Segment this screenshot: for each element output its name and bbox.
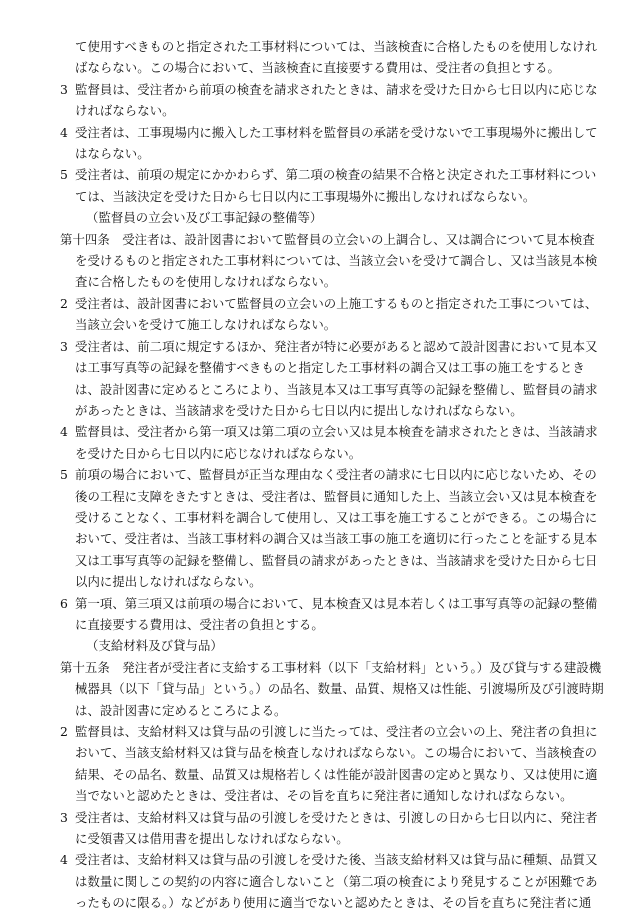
paragraph-text: 受注者は、設計図書において監督員の立会いの上施工するものと指定された工事については、当該立会いを受けて施工しなければならない。 xyxy=(75,295,598,333)
numbered-paragraph xyxy=(60,421,606,464)
paragraph-text: 監督員は、受注者から前項の検査を請求されたときは、請求を受けた日から七日以内に応じなければならない。 xyxy=(75,81,598,119)
paragraph-number: 5 xyxy=(60,467,68,483)
paragraph-number: 3 xyxy=(60,338,68,354)
paragraph-text: 受注者は、支給材料又は貸与品の引渡しを受けたときは、引渡しの日から七日以内に、発注者に受領書又は借用書を提出しなければならない。 xyxy=(75,809,598,847)
numbered-paragraph xyxy=(60,721,606,807)
document-body xyxy=(60,36,606,914)
article-text: 発注者が受注者に支給する工事材料（以下「支給材料」という。）及び貸与する建設機械器具（以下「貸与品」という。）の品名、数量、品質、規格又は性能、引渡場所及び引渡時期は、設計図書に定めるところによる。 xyxy=(75,659,604,718)
article-text: 受注者は、設計図書において監督員の立会いの上調合し、又は調合について見本検査を受けるものと指定された工事材料については、当該立会いを受けて調合し、又は当該見本検査に合格したものを使用しなければならない。 xyxy=(75,231,598,290)
numbered-paragraph xyxy=(60,122,606,165)
article-number: 第十四条 xyxy=(60,231,110,247)
numbered-paragraph xyxy=(60,807,606,850)
paragraph-text: 受注者は、支給材料又は貸与品の引渡しを受けた後、当該支給材料又は貸与品に種類、品質又は数量に関しこの契約の内容に適合しないこと（第二項の検査により発見することが困難であったものに限る。）などがあり使用に適当でないと認めたときは、その旨を直ちに発注者に通 xyxy=(75,852,598,911)
paragraph-text: 受注者は、工事現場内に搬入した工事材料を監督員の承諾を受けないで工事現場外に搬出してはならない。 xyxy=(75,124,598,162)
paragraph-number: 4 xyxy=(60,424,68,440)
article-number: 第十五条 xyxy=(60,659,110,675)
numbered-paragraph xyxy=(60,79,606,122)
numbered-paragraph xyxy=(60,293,606,336)
paragraph-text: 監督員は、支給材料又は貸与品の引渡しに当たっては、受注者の立会いの上、発注者の負担において、当該支給材料又は貸与品を検査しなければならない。この場合において、当該検査の結果、その品名、数量、品質又は規格若しくは性能が設計図書の定めと異なり、又は使用に適当でないと認めたときは、受注者は、その旨を直ちに発注者に通知しなければならない。 xyxy=(75,724,598,804)
numbered-paragraph xyxy=(60,164,606,207)
paragraph-number: 4 xyxy=(60,124,68,140)
paragraph-number: 3 xyxy=(60,809,68,825)
paragraph-number: 2 xyxy=(60,295,68,311)
paragraph-text: 受注者は、前項の規定にかかわらず、第二項の検査の結果不合格と決定された工事材料については、当該決定を受けた日から七日以内に工事現場外に搬出しなければならない。 xyxy=(75,167,597,204)
article-caption: （監督員の立会い及び工事記録の整備等） xyxy=(86,210,323,226)
paragraph-text: 前項の場合において、監督員が正当な理由なく受注者の請求に七日以内に応じないため、その後の工程に支障をきたすときは、受注者は、監督員に通知した上、当該立会い又は見本検査を受けることなく、工事材料を調合して使用し、又は工事を施工することができる。この場合において、受注者は、当該工事材料の調合又は当該工事の施工を適切に行ったことを証する見本又は工事写真等の記録を整備し、監督員の請求があったときは、当該請求を受けた日から七日以内に提出しなければならない。 xyxy=(75,467,598,590)
numbered-paragraph xyxy=(60,593,606,636)
article-paragraph xyxy=(60,657,606,721)
article-caption: （支給材料及び貸与品） xyxy=(86,638,223,654)
numbered-paragraph xyxy=(60,336,606,422)
paragraph-text: 第一項、第三項又は前項の場合において、見本検査又は見本若しくは工事写真等の記録の整備に直接要する費用は、受注者の負担とする。 xyxy=(75,595,598,632)
paragraph-number: 4 xyxy=(60,852,68,868)
paragraph-number: 6 xyxy=(60,595,68,611)
continued-paragraph: て使用すべきものと指定された工事材料については、当該検査に合格したものを使用しなければならない。この場合において、当該検査に直接要する費用は、受注者の負担とする。 xyxy=(75,39,598,76)
paragraph-text: 受注者は、前二項に規定するほか、発注者が特に必要があると認めて設計図書において見本又は工事写真等の記録を整備すべきものと指定した工事材料の調合又は工事の施工をするときは、設計図書に定めるところにより、当該見本又は工事写真等の記録を整備し、監督員の請求があったときは、当該請求を受けた日から七日以内に提出しなければならない。 xyxy=(75,338,598,418)
article-paragraph xyxy=(60,229,606,293)
paragraph-number: 5 xyxy=(60,167,68,183)
paragraph-number: 2 xyxy=(60,724,68,739)
paragraph-text: 監督員は、受注者から第一項又は第二項の立会い又は見本検査を請求されたときは、当該請求を受けた日から七日以内に応じなければならない。 xyxy=(75,424,598,461)
numbered-paragraph xyxy=(60,849,606,913)
numbered-paragraph xyxy=(60,464,606,592)
paragraph-number: 3 xyxy=(60,81,68,97)
